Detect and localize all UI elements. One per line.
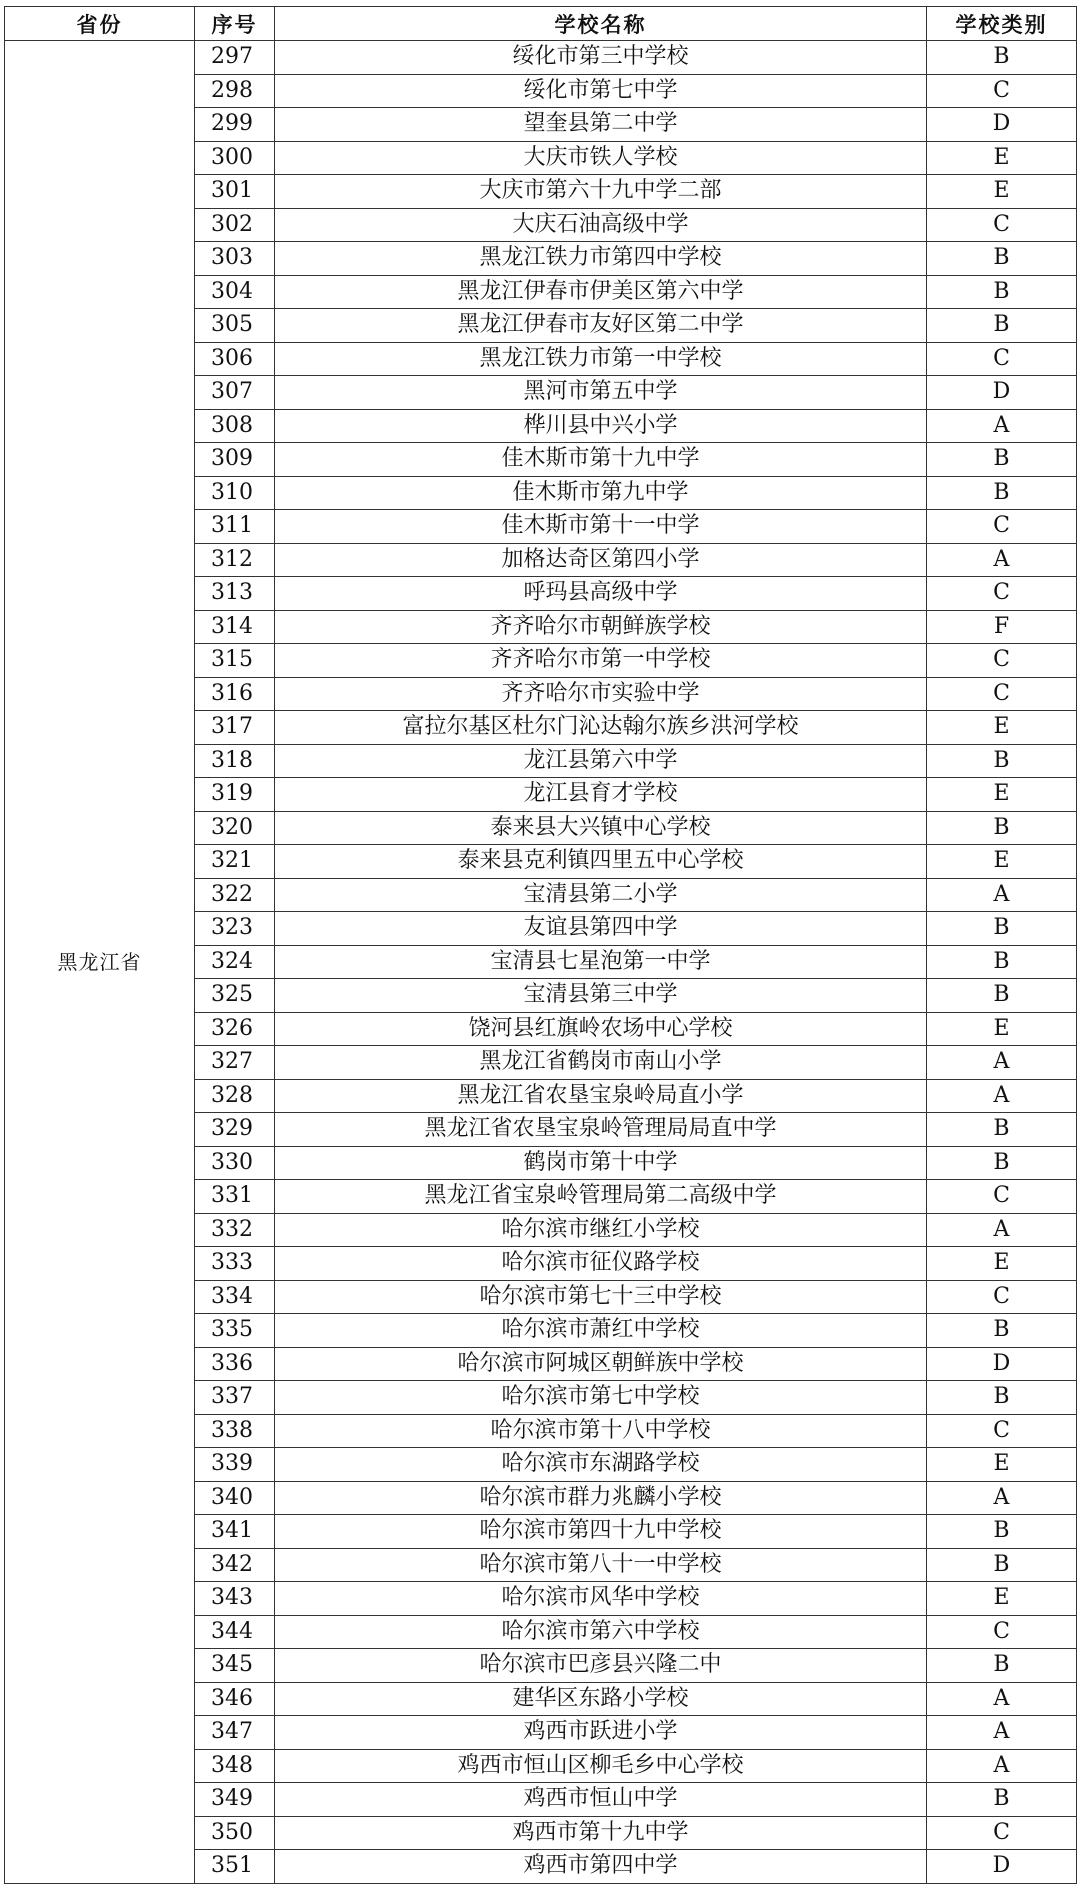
school-name-cell: 黑龙江省农垦宝泉岭局直小学 (275, 1079, 927, 1113)
school-name-cell: 大庆市第六十九中学二部 (275, 175, 927, 209)
index-cell: 321 (195, 845, 275, 879)
header-index: 序号 (195, 7, 275, 41)
index-cell: 319 (195, 778, 275, 812)
school-name-cell: 佳木斯市第十一中学 (275, 510, 927, 544)
school-type-cell: B (927, 443, 1077, 477)
school-type-cell: E (927, 1448, 1077, 1482)
index-cell: 327 (195, 1046, 275, 1080)
school-type-cell: C (927, 1615, 1077, 1649)
school-name-cell: 龙江县育才学校 (275, 778, 927, 812)
school-name-cell: 黑龙江铁力市第一中学校 (275, 342, 927, 376)
school-type-cell: E (927, 175, 1077, 209)
school-type-cell: A (927, 543, 1077, 577)
school-name-cell: 齐齐哈尔市朝鲜族学校 (275, 610, 927, 644)
school-type-cell: B (927, 242, 1077, 276)
school-name-cell: 齐齐哈尔市实验中学 (275, 677, 927, 711)
index-cell: 314 (195, 610, 275, 644)
school-type-cell: B (927, 275, 1077, 309)
province-cell: 黑龙江省 (5, 41, 195, 1884)
school-type-cell: A (927, 1749, 1077, 1783)
school-type-cell: A (927, 1079, 1077, 1113)
school-type-cell: E (927, 711, 1077, 745)
index-cell: 305 (195, 309, 275, 343)
school-name-cell: 哈尔滨市第七中学校 (275, 1381, 927, 1415)
index-cell: 299 (195, 108, 275, 142)
header-school-name: 学校名称 (275, 7, 927, 41)
index-cell: 317 (195, 711, 275, 745)
school-name-cell: 友谊县第四中学 (275, 912, 927, 946)
school-name-cell: 哈尔滨市萧红中学校 (275, 1314, 927, 1348)
index-cell: 343 (195, 1582, 275, 1616)
school-name-cell: 鸡西市恒山区柳毛乡中心学校 (275, 1749, 927, 1783)
school-type-cell: D (927, 1850, 1077, 1884)
index-cell: 328 (195, 1079, 275, 1113)
school-type-cell: C (927, 1414, 1077, 1448)
school-type-cell: A (927, 1716, 1077, 1750)
school-name-cell: 黑龙江省鹤岗市南山小学 (275, 1046, 927, 1080)
school-type-cell: D (927, 376, 1077, 410)
school-name-cell: 饶河县红旗岭农场中心学校 (275, 1012, 927, 1046)
school-type-cell: C (927, 644, 1077, 678)
index-cell: 337 (195, 1381, 275, 1415)
school-type-cell: B (927, 309, 1077, 343)
index-cell: 335 (195, 1314, 275, 1348)
school-name-cell: 哈尔滨市群力兆麟小学校 (275, 1481, 927, 1515)
school-type-cell: E (927, 141, 1077, 175)
school-type-cell: C (927, 342, 1077, 376)
school-type-cell: B (927, 945, 1077, 979)
school-type-cell: B (927, 979, 1077, 1013)
index-cell: 340 (195, 1481, 275, 1515)
index-cell: 309 (195, 443, 275, 477)
school-type-cell: D (927, 108, 1077, 142)
school-name-cell: 桦川县中兴小学 (275, 409, 927, 443)
school-name-cell: 富拉尔基区杜尔门沁达翰尔族乡洪河学校 (275, 711, 927, 745)
school-name-cell: 绥化市第七中学 (275, 74, 927, 108)
school-name-cell: 大庆石油高级中学 (275, 208, 927, 242)
school-type-cell: B (927, 476, 1077, 510)
school-name-cell: 哈尔滨市第四十九中学校 (275, 1515, 927, 1549)
index-cell: 329 (195, 1113, 275, 1147)
school-type-cell: B (927, 744, 1077, 778)
index-cell: 338 (195, 1414, 275, 1448)
school-type-cell: E (927, 1582, 1077, 1616)
index-cell: 303 (195, 242, 275, 276)
school-name-cell: 泰来县大兴镇中心学校 (275, 811, 927, 845)
index-cell: 310 (195, 476, 275, 510)
school-name-cell: 黑龙江省宝泉岭管理局第二高级中学 (275, 1180, 927, 1214)
school-type-cell: D (927, 1347, 1077, 1381)
index-cell: 316 (195, 677, 275, 711)
index-cell: 325 (195, 979, 275, 1013)
school-type-cell: E (927, 1247, 1077, 1281)
school-type-cell: B (927, 811, 1077, 845)
school-type-cell: B (927, 41, 1077, 75)
index-cell: 333 (195, 1247, 275, 1281)
school-name-cell: 加格达奇区第四小学 (275, 543, 927, 577)
index-cell: 336 (195, 1347, 275, 1381)
index-cell: 304 (195, 275, 275, 309)
school-type-cell: C (927, 577, 1077, 611)
school-type-cell: E (927, 778, 1077, 812)
index-cell: 342 (195, 1548, 275, 1582)
school-type-cell: C (927, 1816, 1077, 1850)
index-cell: 334 (195, 1280, 275, 1314)
school-name-cell: 鸡西市跃进小学 (275, 1716, 927, 1750)
school-type-cell: C (927, 1180, 1077, 1214)
school-name-cell: 鸡西市恒山中学 (275, 1783, 927, 1817)
school-name-cell: 望奎县第二中学 (275, 108, 927, 142)
school-name-cell: 黑龙江铁力市第四中学校 (275, 242, 927, 276)
table-header (5, 7, 1077, 41)
school-name-cell: 鸡西市第四中学 (275, 1850, 927, 1884)
header-school-type: 学校类别 (927, 7, 1077, 41)
school-name-cell: 哈尔滨市第八十一中学校 (275, 1548, 927, 1582)
index-cell: 318 (195, 744, 275, 778)
index-cell: 349 (195, 1783, 275, 1817)
index-cell: 350 (195, 1816, 275, 1850)
table-body (5, 41, 1077, 1884)
school-type-cell: B (927, 1783, 1077, 1817)
school-type-cell: A (927, 1046, 1077, 1080)
index-cell: 330 (195, 1146, 275, 1180)
index-cell: 301 (195, 175, 275, 209)
school-name-cell: 宝清县第二小学 (275, 878, 927, 912)
index-cell: 339 (195, 1448, 275, 1482)
header-row (5, 7, 1077, 41)
school-name-cell: 哈尔滨市第七十三中学校 (275, 1280, 927, 1314)
school-type-cell: B (927, 912, 1077, 946)
school-name-cell: 哈尔滨市第六中学校 (275, 1615, 927, 1649)
school-name-cell: 黑龙江伊春市友好区第二中学 (275, 309, 927, 343)
index-cell: 315 (195, 644, 275, 678)
school-type-cell: C (927, 677, 1077, 711)
index-cell: 307 (195, 376, 275, 410)
school-name-cell: 宝清县第三中学 (275, 979, 927, 1013)
school-name-cell: 黑河市第五中学 (275, 376, 927, 410)
school-type-cell: C (927, 74, 1077, 108)
school-type-cell: E (927, 1012, 1077, 1046)
school-type-cell: B (927, 1649, 1077, 1683)
index-cell: 322 (195, 878, 275, 912)
school-name-cell: 宝清县七星泡第一中学 (275, 945, 927, 979)
index-cell: 347 (195, 1716, 275, 1750)
index-cell: 346 (195, 1682, 275, 1716)
index-cell: 306 (195, 342, 275, 376)
school-name-cell: 哈尔滨市征仪路学校 (275, 1247, 927, 1281)
school-name-cell: 大庆市铁人学校 (275, 141, 927, 175)
school-type-cell: E (927, 845, 1077, 879)
school-name-cell: 哈尔滨市继红小学校 (275, 1213, 927, 1247)
school-type-cell: A (927, 409, 1077, 443)
school-type-cell: A (927, 878, 1077, 912)
index-cell: 344 (195, 1615, 275, 1649)
school-type-cell: A (927, 1481, 1077, 1515)
school-type-cell: A (927, 1213, 1077, 1247)
index-cell: 297 (195, 41, 275, 75)
school-type-cell: F (927, 610, 1077, 644)
school-name-cell: 绥化市第三中学校 (275, 41, 927, 75)
school-type-cell: B (927, 1515, 1077, 1549)
header-province: 省份 (5, 7, 195, 41)
school-name-cell: 呼玛县高级中学 (275, 577, 927, 611)
school-type-cell: B (927, 1314, 1077, 1348)
index-cell: 323 (195, 912, 275, 946)
school-type-cell: C (927, 510, 1077, 544)
index-cell: 326 (195, 1012, 275, 1046)
school-name-cell: 黑龙江省农垦宝泉岭管理局局直中学 (275, 1113, 927, 1147)
index-cell: 351 (195, 1850, 275, 1884)
school-name-cell: 齐齐哈尔市第一中学校 (275, 644, 927, 678)
school-name-cell: 龙江县第六中学 (275, 744, 927, 778)
index-cell: 313 (195, 577, 275, 611)
school-type-cell: C (927, 1280, 1077, 1314)
index-cell: 345 (195, 1649, 275, 1683)
table-row (5, 41, 1077, 75)
school-name-cell: 哈尔滨市巴彦县兴隆二中 (275, 1649, 927, 1683)
index-cell: 312 (195, 543, 275, 577)
index-cell: 348 (195, 1749, 275, 1783)
index-cell: 331 (195, 1180, 275, 1214)
index-cell: 324 (195, 945, 275, 979)
index-cell: 341 (195, 1515, 275, 1549)
school-name-cell: 鹤岗市第十中学 (275, 1146, 927, 1180)
index-cell: 300 (195, 141, 275, 175)
index-cell: 308 (195, 409, 275, 443)
index-cell: 332 (195, 1213, 275, 1247)
school-list-table (4, 6, 1077, 1884)
school-type-cell: B (927, 1381, 1077, 1415)
school-name-cell: 哈尔滨市阿城区朝鲜族中学校 (275, 1347, 927, 1381)
school-type-cell: B (927, 1146, 1077, 1180)
school-name-cell: 佳木斯市第九中学 (275, 476, 927, 510)
school-name-cell: 哈尔滨市东湖路学校 (275, 1448, 927, 1482)
school-type-cell: C (927, 208, 1077, 242)
school-name-cell: 佳木斯市第十九中学 (275, 443, 927, 477)
index-cell: 311 (195, 510, 275, 544)
index-cell: 320 (195, 811, 275, 845)
school-type-cell: B (927, 1113, 1077, 1147)
school-name-cell: 哈尔滨市第十八中学校 (275, 1414, 927, 1448)
school-type-cell: B (927, 1548, 1077, 1582)
school-name-cell: 建华区东路小学校 (275, 1682, 927, 1716)
index-cell: 298 (195, 74, 275, 108)
school-name-cell: 哈尔滨市风华中学校 (275, 1582, 927, 1616)
school-type-cell: A (927, 1682, 1077, 1716)
school-name-cell: 鸡西市第十九中学 (275, 1816, 927, 1850)
index-cell: 302 (195, 208, 275, 242)
school-name-cell: 泰来县克利镇四里五中心学校 (275, 845, 927, 879)
school-name-cell: 黑龙江伊春市伊美区第六中学 (275, 275, 927, 309)
